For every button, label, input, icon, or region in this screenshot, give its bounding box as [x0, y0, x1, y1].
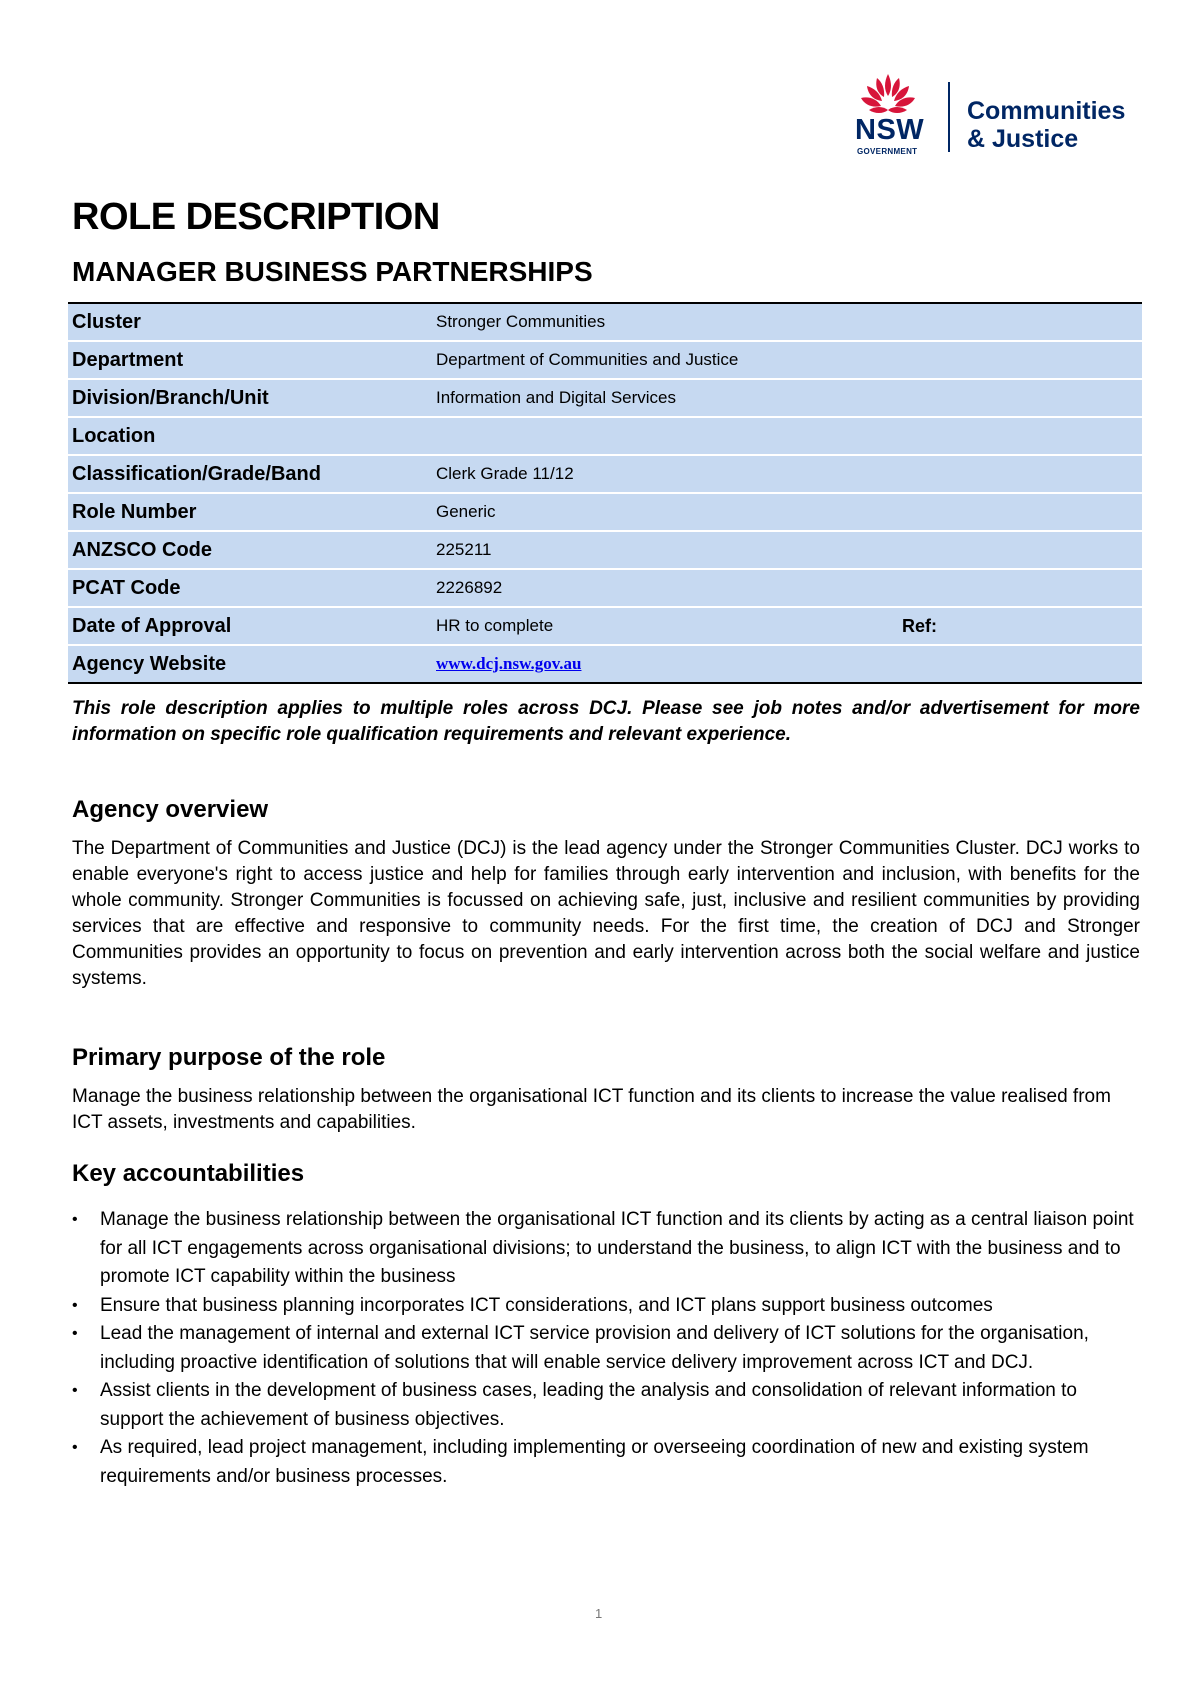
bullet-icon: •: [72, 1296, 78, 1314]
info-value: [436, 654, 1142, 674]
logo-divider: [948, 82, 950, 152]
page-number: 1: [595, 1606, 603, 1621]
list-item: [72, 1320, 1140, 1377]
info-row-division: [68, 380, 1142, 418]
info-label: PCAT Code: [72, 576, 181, 599]
info-label: Classification/Grade/Band: [72, 462, 321, 485]
info-value: Stronger Communities: [436, 312, 606, 331]
info-row-role-number: [68, 494, 1142, 532]
role-note: This role description applies to multiple roles across DCJ. Please see job notes and/or advertisement for more information on specific role qualification requirements and relevant experience.: [72, 698, 1140, 745]
info-label: Agency Website: [72, 652, 227, 675]
agency-overview-heading: Agency overview: [72, 796, 269, 823]
waratah-icon: [857, 72, 919, 116]
role-title: MANAGER BUSINESS PARTNERSHIPS: [72, 256, 593, 287]
list-item-text: Assist clients in the development of business cases, leading the analysis and consolidation of relevant information to support the achievement of business objectives.: [100, 1380, 1077, 1430]
info-value: 225211: [436, 540, 492, 559]
key-accountabilities-heading: Key accountabilities: [72, 1160, 305, 1187]
info-row-website: [68, 646, 1142, 682]
list-item: [72, 1434, 1140, 1491]
document-title: ROLE DESCRIPTION: [72, 196, 440, 238]
info-label: Department: [72, 348, 184, 371]
info-value: HR to complete: [436, 616, 554, 635]
list-item-text: Lead the management of internal and external ICT service provision and delivery of ICT solutions for the organisation, including proactive identification of solutions that will enable service delivery improvement across ICT and DCJ.: [100, 1323, 1089, 1373]
info-label: Role Number: [72, 500, 197, 523]
ref-label: Ref:: [902, 615, 937, 636]
logo-agency-name: [967, 97, 1125, 153]
info-value: Clerk Grade 11/12: [436, 464, 574, 483]
info-row-anzsco: [68, 532, 1142, 570]
primary-purpose-text: Manage the business relationship between the organisational ICT function and its clients to increase the value realised from ICT assets, investments and capabilities.: [72, 1086, 1111, 1133]
bullet-icon: •: [72, 1439, 78, 1456]
list-item-text: Ensure that business planning incorporates ICT considerations, and ICT plans support business outcomes: [100, 1294, 993, 1316]
info-label: Location: [72, 424, 156, 447]
list-item-text: Manage the business relationship between the organisational ICT function and its clients by acting as a central liaison point for all ICT engagements across organisational divisions; to understand the business, to align ICT with the business and to promote ICT capability within the business: [100, 1209, 1134, 1287]
info-value: Department of Communities and Justice: [436, 350, 739, 369]
role-info-table: [68, 302, 1142, 684]
logo-agency-line1: Communities: [967, 97, 1126, 125]
logo-agency-line2: & Justice: [967, 125, 1079, 153]
info-row-classification: [68, 456, 1142, 494]
list-item-text: As required, lead project management, including implementing or overseeing coordination of new and existing system requirements and/or business processes.: [100, 1437, 1089, 1487]
list-item: [72, 1377, 1140, 1434]
bullet-icon: •: [72, 1325, 78, 1342]
info-value: 2226892: [436, 578, 503, 597]
list-item: [72, 1292, 1140, 1321]
nsw-communities-justice-logo: [785, 72, 1145, 160]
info-value: Generic: [436, 502, 496, 521]
bullet-icon: •: [72, 1211, 78, 1228]
info-label: Cluster: [72, 310, 141, 333]
info-label: Division/Branch/Unit: [72, 386, 269, 409]
info-row-department: [68, 342, 1142, 380]
logo-nsw-text: NSW: [855, 114, 925, 146]
logo-government-text: GOVERNMENT: [857, 147, 918, 156]
key-accountabilities-list: [72, 1206, 1140, 1491]
info-row-approval: [68, 608, 1142, 646]
list-item: [72, 1206, 1140, 1292]
agency-website-link[interactable]: www.dcj.nsw.gov.au: [436, 654, 582, 673]
bullet-icon: •: [72, 1382, 78, 1399]
primary-purpose-heading: Primary purpose of the role: [72, 1044, 386, 1071]
info-value: Information and Digital Services: [436, 388, 677, 407]
info-label: Date of Approval: [72, 614, 232, 637]
agency-overview-text: The Department of Communities and Justice (DCJ) is the lead agency under the Stronger Communities Cluster. DCJ works to enable everyone's right to access justice and help for families through early intervention and inclusion, with benefits for the whole community. Stronger Communities is focussed on achieving safe, just, inclusive and resilient communities by providing services that are effective and responsive to community needs. For the first time, the creation of DCJ and Stronger Communities provides an opportunity to focus on prevention and early intervention across both the social welfare and justice systems.: [72, 838, 1140, 989]
info-row-cluster: [68, 304, 1142, 342]
info-row-location: [68, 418, 1142, 456]
info-row-pcat: [68, 570, 1142, 608]
info-label: ANZSCO Code: [72, 538, 212, 561]
